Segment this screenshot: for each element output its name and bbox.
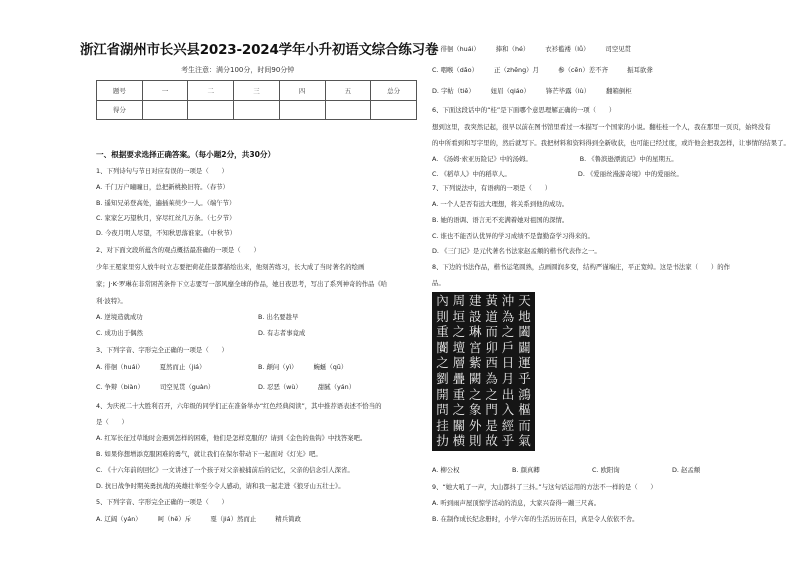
q6-passage-line: 的中所看到和写字里的，然后就写下。我把材料和资料得到全新收获，也可能已经过度，或许他会把我怎样，让事情的结果了。 — [432, 139, 790, 147]
question-5: 5、下列字音、字形完全正确的一项是（ ） — [96, 498, 228, 506]
calligraphy-char: 是 — [485, 417, 498, 433]
score-header-cell: 五 — [325, 81, 371, 101]
calligraphy-column — [452, 295, 465, 448]
q1-option-b: B. 遥知兄弟登高处，遍插茱萸少一人。（端午节） — [96, 199, 236, 207]
calligraphy-char: 外 — [469, 417, 482, 433]
question-2: 2、对下面文段所蕴含的观点概括最准确的一项是（ ） — [96, 246, 260, 254]
score-header-cell: 三 — [234, 81, 280, 101]
exam-notice: 考生注意：满分100分，时间90分钟 — [181, 66, 295, 74]
q2-passage-line: 利·波特》。 — [96, 297, 127, 305]
calligraphy-char: 黃 — [485, 293, 498, 308]
section-heading: 一、根据要求选择正确答案。（每小题2分，共30分） — [96, 150, 276, 159]
page-title: 浙江省湖州市长兴县2023-2024学年小升初语文综合练习卷 — [80, 42, 439, 58]
q2-passage-line: 少年王冕家里穷人放牛时立志要把荷花佳景都描绘出来，他刻苦练习，长大成了当时著名的绘画 — [96, 263, 365, 271]
q2-option-b: B. 出名要趁早 — [258, 313, 299, 321]
q5-option-c: C. 咽喉（dǎo） 正（zhēng）月 参（cēn）差不齐 振耳欲聋 — [432, 66, 653, 74]
calligraphy-char: 西 — [485, 355, 498, 371]
calligraphy-char: 月 — [501, 371, 515, 387]
q8-option-d: D. 赵孟頫 — [672, 466, 701, 474]
calligraphy-char: 之 — [452, 402, 466, 418]
score-blank-cell — [279, 100, 325, 120]
calligraphy-char: 周 — [452, 293, 466, 308]
calligraphy-char: 出 — [501, 386, 515, 402]
score-table — [96, 80, 417, 120]
calligraphy-char: 劉 — [436, 371, 449, 387]
score-row-label: 得分 — [97, 100, 143, 120]
calligraphy-char: 而 — [518, 417, 531, 433]
calligraphy-char: 之 — [436, 355, 449, 371]
q5-option-a: A. 辽阔（yán） 呵（hē）斥 戛（jiá）然而止 精兵简政 — [96, 515, 301, 523]
calligraphy-char: 道 — [485, 308, 498, 324]
score-table-header-row — [97, 81, 417, 101]
calligraphy-char: 扐 — [436, 433, 449, 449]
calligraphy-char: 重 — [452, 386, 466, 402]
calligraphy-image — [432, 292, 535, 451]
calligraphy-char: 關 — [452, 417, 466, 433]
question-1: 1、下列诗句与节日对应有误的一项是（ ） — [96, 167, 228, 175]
score-table-score-row — [97, 100, 417, 120]
calligraphy-char: 重 — [436, 324, 449, 340]
q2-option-c: C. 成功出于偶然 — [96, 329, 143, 337]
calligraphy-char: 地 — [518, 308, 531, 324]
calligraphy-char: 問 — [436, 402, 449, 418]
calligraphy-char: 闕 — [469, 371, 482, 387]
calligraphy-char: 之 — [485, 386, 498, 402]
question-4: 4、为庆祝二十大胜利召开，六年级的同学们正在准备举办“红色经典阅读”，其中推荐语表述不恰当的 — [96, 402, 382, 410]
calligraphy-char: 設 — [469, 308, 482, 324]
q7-option-a: A. 一个人是否有远大理想，将关系到他的成功。 — [432, 200, 569, 208]
calligraphy-char: 戶 — [501, 339, 515, 355]
calligraphy-column — [436, 295, 449, 448]
score-blank-cell — [234, 100, 280, 120]
calligraphy-char: 闠 — [436, 339, 449, 355]
q3-option-b: B. 颠问（yì） 蜿蜒（qū） — [258, 363, 348, 371]
score-blank-cell — [188, 100, 234, 120]
calligraphy-char: 乎 — [518, 371, 531, 387]
calligraphy-column — [485, 295, 498, 448]
q7-option-c: C. 谁也不能否认优异的学习成绩不是靠勤奋学习得来的。 — [432, 232, 594, 240]
calligraphy-char: 象 — [469, 402, 482, 418]
score-header-cell: 总分 — [371, 81, 417, 101]
q1-option-d: D. 今夜月明人尽望，不知秋思落谁家。（中秋节） — [96, 229, 236, 237]
calligraphy-char: 為 — [485, 371, 498, 387]
calligraphy-char: 層 — [452, 355, 466, 371]
question-8: 8、下边的书法作品，楷书运笔圆熟，点画圆润多变，结构严谨端庄，平正宽绰。这是书法家（ ）的作 — [432, 263, 731, 271]
calligraphy-char: 為 — [501, 308, 515, 324]
score-header-cell: 四 — [279, 81, 325, 101]
q8-option-c: C. 欧阳询 — [592, 466, 620, 474]
calligraphy-char: 紫 — [469, 355, 482, 371]
score-blank-cell — [142, 100, 188, 120]
calligraphy-char: 運 — [518, 355, 531, 371]
calligraphy-char: 氣 — [518, 433, 531, 449]
q2-option-a: A. 逆境造就成功 — [96, 313, 143, 321]
question-9: 9、“她大吼了一声，大山都抖了三抖。”与这句话运用的方法不一样的是（ ） — [432, 483, 657, 491]
q9-option-a: A. 听到雨声屋顶惊学活动的消息，大家兴奋得一蹦三尺高。 — [432, 499, 601, 507]
calligraphy-char: 之 — [501, 324, 515, 340]
q8-option-b: B. 颜真卿 — [512, 466, 540, 474]
calligraphy-char: 琳 — [469, 324, 482, 340]
score-blank-cell — [371, 100, 417, 120]
question-3: 3、下列字音、字形完全正确的一项是（ ） — [96, 346, 228, 354]
calligraphy-char: 天 — [518, 293, 531, 308]
q4-option-b: B. 如果你想增添克服困难的勇气，就让我们在保尔带动下一起面对《灯光》吧。 — [96, 450, 322, 458]
question-7: 7、下列说法中，有语病的一项是（ ） — [432, 184, 552, 192]
calligraphy-char: 樞 — [518, 402, 531, 418]
calligraphy-char: 疊 — [452, 371, 466, 387]
q3-option-a: A. 徘徊（huái） 夏然而止（jiá） — [96, 363, 206, 371]
q5-option-b: B. 徘徊（huái） 捧和（hé） 衣衫褴褛（lǚ） 司空见贯 — [432, 45, 631, 53]
calligraphy-char: 挂 — [436, 417, 449, 433]
q4-option-c: C. 《十六年前的回忆》一文讲述了一个孩子对父亲被捕前后的记忆，父亲的信念引人深省。 — [96, 466, 354, 474]
calligraphy-char: 入 — [501, 402, 515, 418]
calligraphy-char: 建 — [469, 293, 482, 308]
calligraphy-column — [502, 295, 515, 448]
calligraphy-char: 壇 — [452, 339, 466, 355]
score-header-cell: 题号 — [97, 81, 143, 101]
calligraphy-char: 開 — [436, 386, 449, 402]
q4-option-d: D. 抗日战争时期英勇抗战的英雄壮举至今令人感动，请和我一起走进《狼牙山五壮士》。 — [96, 482, 345, 490]
q3-option-d: D. 忍恶（wù） 甜腻（yán） — [258, 383, 356, 391]
q3-option-c: C. 争辩（biàn） 司空见贯（guàn） — [96, 383, 215, 391]
q5-option-d: D. 字帖（tiě） 妞眉（qiáo） 锋芒毕露（lù） 翻箱倒柜 — [432, 87, 632, 95]
calligraphy-char: 內 — [436, 293, 449, 308]
calligraphy-char: 之 — [452, 324, 466, 340]
score-blank-cell — [325, 100, 371, 120]
q2-passage-line: 家；J·K·罗琳在非常困苦条件下立志要写一部风靡全球的作品，她日夜思考，写出了系列神奇的作品《哈 — [96, 280, 388, 288]
calligraphy-char: 日 — [501, 355, 515, 371]
score-header-cell: 一 — [142, 81, 188, 101]
calligraphy-char: 沖 — [501, 293, 515, 308]
calligraphy-char: 卯 — [485, 339, 498, 355]
q4-option-a: A. 红军长征过草地时会遇到怎样的困难，他们是怎样克服的？请到《金色的鱼钩》中找答案吧。 — [96, 434, 367, 442]
q7-option-d: D. 《三门记》是元代著名书法家赵孟頫的楷书代表作之一。 — [432, 247, 601, 255]
q6-options-cd: C. 《稻草人》中的稻草人。 D. 《爱丽丝漫游奇境》中的爱丽丝。 — [432, 170, 683, 178]
calligraphy-char: 横 — [452, 433, 466, 449]
calligraphy-char: 經 — [501, 417, 515, 433]
q1-option-c: C. 家家乞巧望秋月，穿尽红丝几万条。（七夕节） — [96, 214, 236, 222]
question-6: 6、下面这段话中的“桂”是下面哪个意思理解正确的一项（ ） — [432, 106, 616, 114]
calligraphy-char: 鴻 — [518, 386, 531, 402]
question-4-cont: 是（ ） — [96, 418, 128, 426]
calligraphy-char: 之 — [469, 386, 482, 402]
q8-option-a: A. 柳公权 — [432, 466, 460, 474]
calligraphy-char: 宮 — [469, 339, 482, 355]
calligraphy-char: 故 — [485, 433, 498, 449]
score-header-cell: 二 — [188, 81, 234, 101]
calligraphy-char: 闔 — [518, 324, 531, 340]
q9-option-b: B. 在制作成长纪念册时，小学六年的生活历历在目，真是令人依依不舍。 — [432, 515, 639, 523]
q6-options-ab: A. 《汤姆·索亚历险记》中的汤姆。 B. 《鲁滨逊漂流记》中的星期五。 — [432, 155, 678, 163]
calligraphy-char: 則 — [469, 433, 482, 449]
question-8-cont: 品。 — [432, 279, 445, 287]
calligraphy-char: 垣 — [452, 308, 466, 324]
calligraphy-char: 則 — [436, 308, 449, 324]
calligraphy-column — [469, 295, 482, 448]
q6-passage-line: 想到这里，我突然记起，很早以前在图书馆里看过一本描写一个国家的小说。翻桂桂一个人，我在那里一页页，始终没有 — [432, 123, 771, 131]
calligraphy-char: 而 — [485, 324, 498, 340]
calligraphy-column — [518, 295, 531, 448]
calligraphy-char: 乎 — [501, 433, 515, 449]
q2-option-d: D. 有志者事竟成 — [258, 329, 306, 337]
calligraphy-char: 門 — [485, 402, 498, 418]
q1-option-a: A. 千门万户曈曈日，总把新桃换旧符。（春节） — [96, 183, 229, 191]
calligraphy-char: 闢 — [518, 339, 531, 355]
q7-option-b: B. 她的语调、语言无不充满着她对祖国的深情。 — [432, 216, 569, 224]
